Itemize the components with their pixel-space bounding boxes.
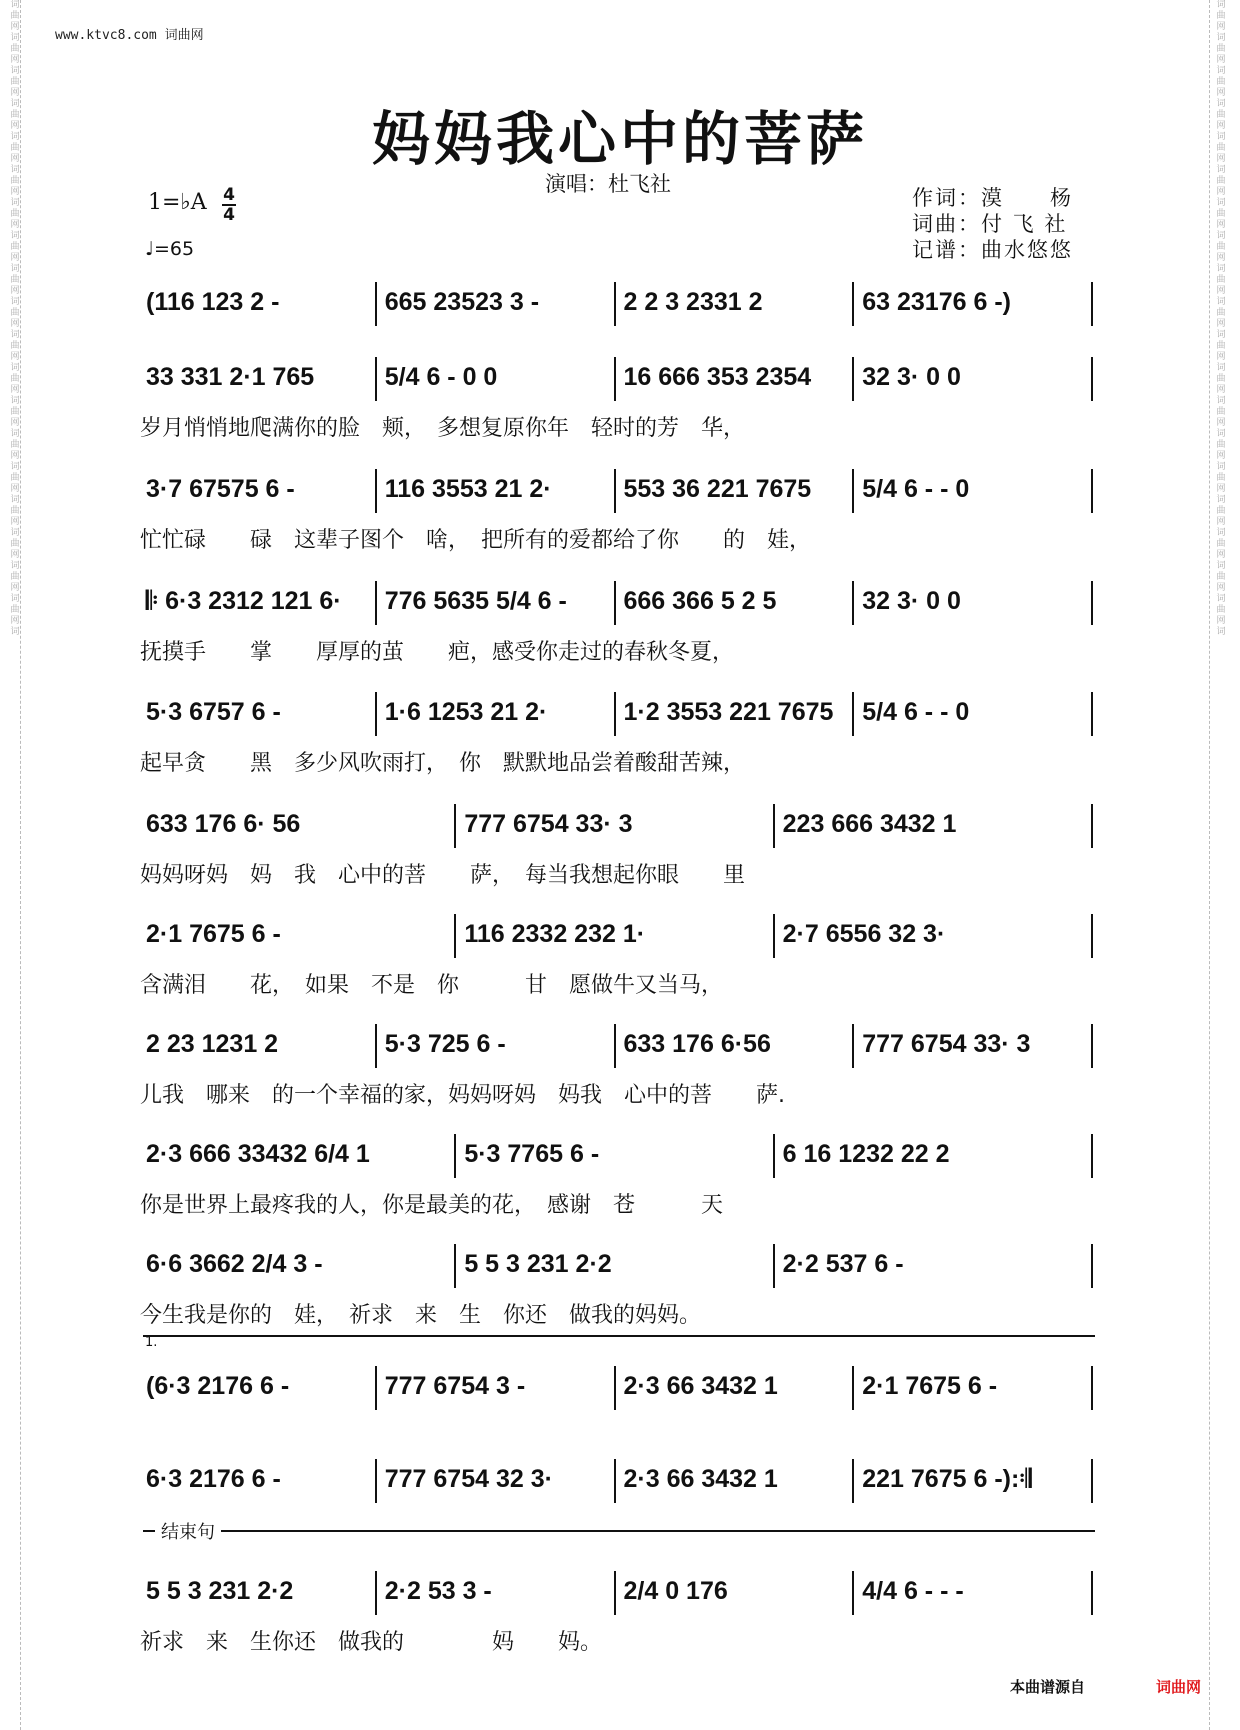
watermark-char: 网 [1216, 418, 1226, 428]
bar-line [614, 282, 616, 326]
bar-line [1091, 1366, 1093, 1410]
watermark-char: 网 [10, 550, 20, 560]
lyric-line: 你是世界上最疼我的人，你是最美的花， 感谢 苍 天 [140, 1193, 724, 1218]
footer-brand[interactable]: 词曲网 [1156, 1678, 1202, 1696]
bar-line [375, 282, 377, 326]
notes-row [140, 698, 1095, 738]
watermark-char: 网 [1216, 550, 1226, 560]
volta-label: 1. [145, 1335, 158, 1350]
notes-row [140, 1140, 1095, 1180]
watermark-char: 曲 [10, 308, 20, 318]
watermark-char: 网 [10, 451, 20, 461]
measure: 5 5 3 231 2·2 [146, 1577, 294, 1605]
left-watermark-strip [10, 0, 21, 1730]
watermark-char: 网 [1216, 286, 1226, 296]
measure: 777 6754 32 3· [384, 1465, 553, 1493]
measure: 777 6754 33· 3 [464, 810, 633, 838]
measure: 2 2 3 2331 2 [623, 288, 763, 316]
measure: 776 5635 5/4 6 - [384, 587, 567, 615]
watermark-char: 词 [1216, 132, 1226, 142]
measure: 4/4 6 - - - [862, 1577, 964, 1605]
measure: 6·6 3662 2/4 3 - [146, 1250, 323, 1278]
bar-line [1091, 692, 1093, 736]
bar-line [375, 357, 377, 401]
watermark-char: 词 [1216, 33, 1226, 43]
watermark-char: 词 [10, 66, 20, 76]
bar-line [614, 1459, 616, 1503]
watermark-char: 曲 [10, 77, 20, 87]
bar-line [852, 1024, 854, 1068]
bar-line [1091, 1571, 1093, 1615]
watermark-char: 网 [1216, 517, 1226, 527]
measure: 2 23 1231 2 [146, 1030, 279, 1058]
watermark-char: 网 [1216, 319, 1226, 329]
watermark-char: 词 [1216, 627, 1226, 637]
score-system [140, 698, 1095, 780]
watermark-char: 曲 [10, 209, 20, 219]
watermark-char: 网 [1216, 352, 1226, 362]
watermark-char: 网 [10, 418, 20, 428]
notes-row [140, 810, 1095, 850]
watermark-char: 词 [1216, 495, 1226, 505]
watermark-char: 词 [1216, 165, 1226, 175]
bar-line [454, 914, 456, 958]
watermark-char: 网 [10, 22, 20, 32]
bar-line [375, 1571, 377, 1615]
watermark-char: 词 [10, 33, 20, 43]
bar-line [773, 1134, 775, 1178]
bar-line [852, 692, 854, 736]
watermark-char: 网 [10, 517, 20, 527]
measure: 777 6754 33· 3 [862, 1030, 1031, 1058]
watermark-char: 词 [10, 627, 20, 637]
watermark-char: 词 [10, 198, 20, 208]
bar-line [1091, 1134, 1093, 1178]
watermark-char: 词 [1216, 0, 1226, 10]
measure: 223 666 3432 1 [782, 810, 957, 838]
lyrics-row [140, 523, 1095, 557]
measure: 5/4 6 - - 0 [862, 475, 970, 503]
watermark-char: 曲 [10, 341, 20, 351]
watermark-char: 曲 [10, 143, 20, 153]
measure: 1·6 1253 21 2· [384, 698, 548, 726]
watermark-char: 词 [1216, 264, 1226, 274]
bar-line [773, 914, 775, 958]
song-title: 妈妈我心中的菩萨 [371, 105, 868, 173]
bar-line [852, 282, 854, 326]
watermark-char: 曲 [1216, 11, 1226, 21]
lyrics-row [140, 1078, 1095, 1112]
bar-line [454, 1134, 456, 1178]
measure: 116 2332 232 1· [464, 920, 646, 948]
watermark-char: 网 [10, 55, 20, 65]
watermark-char: 词 [1216, 363, 1226, 373]
volta-bracket [143, 1335, 1095, 1350]
ending-label: 结束句 [155, 1518, 221, 1544]
transcriber: 记谱：曲水悠悠 [912, 238, 1073, 262]
watermark-char: 网 [10, 220, 20, 230]
watermark-char: 曲 [10, 473, 20, 483]
lyrics-row [140, 411, 1095, 445]
bar-line [852, 581, 854, 625]
measure: 63 23176 6 -) [862, 288, 1011, 316]
watermark-char: 词 [10, 132, 20, 142]
watermark-char: 词 [10, 561, 20, 571]
bar-line [852, 357, 854, 401]
watermark-char: 曲 [1216, 440, 1226, 450]
lyric-line: 抚摸手 掌 厚厚的茧 疤，感受你走过的春秋冬夏， [140, 640, 735, 665]
watermark-char: 曲 [1216, 77, 1226, 87]
watermark-char: 词 [1216, 297, 1226, 307]
watermark-char: 曲 [10, 242, 20, 252]
watermark-char: 词 [1216, 99, 1226, 109]
watermark-char: 曲 [1216, 341, 1226, 351]
watermark-char: 词 [10, 528, 20, 538]
watermark-char: 曲 [1216, 407, 1226, 417]
watermark-char: 网 [10, 385, 20, 395]
bar-line [614, 1571, 616, 1615]
watermark-char: 曲 [10, 275, 20, 285]
score-system [140, 1250, 1095, 1332]
watermark-char: 词 [1216, 528, 1226, 538]
lyric-line: 今生我是你的 娃， 祈求 来 生 你还 做我的妈妈。 [140, 1303, 702, 1328]
watermark-char: 词 [10, 363, 20, 373]
measure: 633 176 6·56 [623, 1030, 771, 1058]
watermark-char: 网 [10, 88, 20, 98]
lyrics-row [140, 858, 1095, 892]
watermark-char: 曲 [1216, 308, 1226, 318]
footer-source: 本曲谱源自 [1010, 1678, 1086, 1696]
lyric-line: 含满泪 花， 如果 不是 你 甘 愿做牛又当马， [140, 973, 724, 998]
lyric-line: 起早贪 黑 多少风吹雨打， 你 默默地品尝着酸甜苦辣， [140, 751, 746, 776]
lyric-line: 祈求 来 生你还 做我的 妈 妈。 [140, 1630, 603, 1655]
bar-line [614, 1366, 616, 1410]
watermark-char: 网 [1216, 583, 1226, 593]
bar-line [1091, 804, 1093, 848]
bar-line [852, 469, 854, 513]
watermark-char: 网 [10, 352, 20, 362]
watermark-char: 曲 [1216, 176, 1226, 186]
watermark-char: 词 [10, 429, 20, 439]
measure: 2·2 53 3 - [384, 1577, 492, 1605]
measure: 6·3 2176 6 - [146, 1465, 281, 1493]
bar-line [614, 357, 616, 401]
notes-row [140, 1030, 1095, 1070]
watermark-char: 曲 [1216, 110, 1226, 120]
bar-line [614, 1024, 616, 1068]
bar-line [1091, 469, 1093, 513]
bar-line [375, 1024, 377, 1068]
watermark-char: 网 [10, 286, 20, 296]
notes-row [140, 475, 1095, 515]
watermark-char: 网 [1216, 154, 1226, 164]
measure: 2·3 66 3432 1 [623, 1465, 778, 1493]
key-signature: 1=♭A [148, 190, 207, 215]
credits [912, 185, 1073, 263]
measure: 1·2 3553 221 7675 [623, 698, 834, 726]
site-link[interactable]: www.ktvc8.com 词曲网 [55, 28, 204, 43]
score-system [140, 920, 1095, 1002]
watermark-char: 词 [10, 462, 20, 472]
watermark-char: 网 [1216, 121, 1226, 131]
watermark-char: 词 [1216, 429, 1226, 439]
bar-line [454, 1244, 456, 1288]
bar-line [1091, 914, 1093, 958]
watermark-char: 曲 [10, 539, 20, 549]
tempo: ♩=65 [145, 238, 195, 260]
watermark-char: 曲 [1216, 242, 1226, 252]
lyrics-row [140, 1298, 1095, 1332]
measure: (116 123 2 - [146, 288, 280, 316]
lyrics-row [140, 746, 1095, 780]
watermark-char: 曲 [1216, 209, 1226, 219]
watermark-char: 网 [10, 253, 20, 263]
watermark-char: 词 [1216, 396, 1226, 406]
bar-line [375, 1366, 377, 1410]
watermark-char: 网 [1216, 220, 1226, 230]
bar-line [375, 469, 377, 513]
notes-row [140, 288, 1095, 328]
measure: 16 666 353 2354 [623, 363, 812, 391]
watermark-char: 网 [10, 319, 20, 329]
measure: (6·3 2176 6 - [146, 1372, 290, 1400]
bar-line [1091, 357, 1093, 401]
score-system [140, 1372, 1095, 1412]
watermark-char: 词 [1216, 231, 1226, 241]
lyricist: 作词：漠 杨 [912, 186, 1073, 210]
measure: 2·3 66 3432 1 [623, 1372, 778, 1400]
watermark-char: 词 [10, 264, 20, 274]
bar-line [852, 1366, 854, 1410]
watermark-char: 曲 [1216, 539, 1226, 549]
measure: 6 16 1232 22 2 [782, 1140, 950, 1168]
lyrics-row [140, 1188, 1095, 1222]
watermark-char: 网 [10, 484, 20, 494]
measure: 116 3553 21 2· [384, 475, 552, 503]
watermark-char: 词 [10, 297, 20, 307]
notes-row [140, 587, 1095, 627]
measure: 32 3· 0 0 [862, 587, 961, 615]
measure: 666 366 5 2 5 [623, 587, 777, 615]
watermark-char: 网 [10, 616, 20, 626]
watermark-char: 网 [1216, 616, 1226, 626]
lyrics-row [140, 968, 1095, 1002]
watermark-char: 曲 [1216, 44, 1226, 54]
notes-row [140, 1465, 1095, 1505]
watermark-char: 曲 [10, 440, 20, 450]
watermark-char: 网 [10, 187, 20, 197]
bar-line [454, 804, 456, 848]
score-system [140, 1577, 1095, 1659]
score-system [140, 363, 1095, 445]
watermark-char: 网 [10, 583, 20, 593]
watermark-char: 曲 [1216, 374, 1226, 384]
score-system [140, 1030, 1095, 1112]
watermark-char: 网 [1216, 187, 1226, 197]
measure: 633 176 6· 56 [146, 810, 301, 838]
composer: 词曲：付 飞 社 [912, 212, 1068, 236]
watermark-char: 网 [1216, 88, 1226, 98]
watermark-char: 曲 [1216, 143, 1226, 153]
watermark-char: 网 [1216, 385, 1226, 395]
measure: 5/4 6 - 0 0 [384, 363, 498, 391]
bar-line [1091, 1244, 1093, 1288]
score-system [140, 288, 1095, 328]
watermark-char: 网 [10, 121, 20, 131]
lyric-line: 儿我 哪来 的一个幸福的家，妈妈呀妈 妈我 心中的菩 萨. [140, 1083, 785, 1108]
watermark-char: 曲 [10, 506, 20, 516]
watermark-char: 词 [1216, 66, 1226, 76]
notes-row [140, 1250, 1095, 1290]
lyric-line: 岁月悄悄地爬满你的脸 颊， 多想复原你年 轻时的芳 华， [140, 416, 746, 441]
watermark-char: 词 [10, 594, 20, 604]
bar-line [375, 1459, 377, 1503]
watermark-char: 网 [1216, 55, 1226, 65]
measure: 553 36 221 7675 [623, 475, 812, 503]
watermark-char: 网 [1216, 484, 1226, 494]
watermark-char: 曲 [10, 110, 20, 120]
right-watermark-strip [1209, 0, 1232, 1730]
bar-line [1091, 1459, 1093, 1503]
watermark-char: 词 [1216, 594, 1226, 604]
watermark-char: 曲 [10, 11, 20, 21]
bar-line [852, 1459, 854, 1503]
watermark-char: 网 [1216, 451, 1226, 461]
bar-line [852, 1571, 854, 1615]
watermark-char: 词 [10, 330, 20, 340]
score-system [140, 1140, 1095, 1222]
lyric-line: 妈妈呀妈 妈 我 心中的菩 萨， 每当我想起你眼 里 [140, 863, 746, 888]
watermark-char: 曲 [10, 44, 20, 54]
lyrics-row [140, 635, 1095, 669]
measure: 33 331 2·1 765 [146, 363, 315, 391]
measure: 2·7 6556 32 3· [782, 920, 946, 948]
watermark-char: 曲 [1216, 605, 1226, 615]
lyrics-row [140, 1625, 1095, 1659]
measure: 665 23523 3 - [384, 288, 540, 316]
watermark-char: 曲 [1216, 275, 1226, 285]
watermark-char: 曲 [10, 605, 20, 615]
watermark-char: 曲 [10, 572, 20, 582]
bar-line [773, 1244, 775, 1288]
bar-line [1091, 581, 1093, 625]
watermark-char: 词 [10, 99, 20, 109]
coda-line [143, 1530, 1095, 1532]
watermark-char: 曲 [10, 374, 20, 384]
measure: 5·3 725 6 - [384, 1030, 506, 1058]
watermark-char: 词 [1216, 462, 1226, 472]
watermark-char: 词 [10, 0, 20, 10]
notes-row [140, 1372, 1095, 1412]
singer: 演唱：杜飞社 [545, 172, 671, 196]
bar-line [773, 804, 775, 848]
bar-line [614, 469, 616, 513]
bar-line [1091, 1024, 1093, 1068]
notes-row [140, 363, 1095, 403]
watermark-char: 词 [1216, 330, 1226, 340]
measure: 2·1 7675 6 - [862, 1372, 998, 1400]
notes-row [140, 920, 1095, 960]
measure: 221 7675 6 -):𝄇 [862, 1465, 1032, 1493]
measure: 5 5 3 231 2·2 [464, 1250, 612, 1278]
watermark-char: 网 [10, 154, 20, 164]
watermark-char: 曲 [1216, 506, 1226, 516]
watermark-char: 词 [1216, 561, 1226, 571]
score-system [140, 1465, 1095, 1505]
watermark-char: 词 [10, 396, 20, 406]
bar-line [375, 581, 377, 625]
measure: 𝄆 6·3 2312 121 6· [146, 587, 342, 615]
measure: 3·7 67575 6 - [146, 475, 295, 503]
lyric-line: 忙忙碌 碌 这辈子图个 啥， 把所有的爱都给了你 的 娃， [140, 528, 812, 553]
watermark-char: 词 [10, 165, 20, 175]
bar-line [614, 692, 616, 736]
measure: 2·1 7675 6 - [146, 920, 281, 948]
watermark-char: 曲 [1216, 572, 1226, 582]
watermark-char: 词 [1216, 198, 1226, 208]
measure: 32 3· 0 0 [862, 363, 961, 391]
measure: 2·2 537 6 - [782, 1250, 904, 1278]
measure: 5·3 7765 6 - [464, 1140, 600, 1168]
bar-line [375, 692, 377, 736]
notes-row [140, 1577, 1095, 1617]
watermark-char: 曲 [1216, 473, 1226, 483]
watermark-char: 网 [1216, 253, 1226, 263]
time-signature: 4 4 [223, 185, 235, 225]
score-system [140, 587, 1095, 669]
bar-line [614, 581, 616, 625]
bar-line [1091, 282, 1093, 326]
watermark-char: 曲 [10, 407, 20, 417]
measure: 2/4 0 176 [623, 1577, 728, 1605]
measure: 2·3 666 33432 6/4 1 [146, 1140, 370, 1168]
score-system [140, 810, 1095, 892]
watermark-char: 词 [10, 495, 20, 505]
watermark-char: 曲 [10, 176, 20, 186]
measure: 5/4 6 - - 0 [862, 698, 970, 726]
watermark-char: 词 [10, 231, 20, 241]
watermark-char: 网 [1216, 22, 1226, 32]
score-system [140, 475, 1095, 557]
measure: 777 6754 3 - [384, 1372, 526, 1400]
measure: 5·3 6757 6 - [146, 698, 281, 726]
